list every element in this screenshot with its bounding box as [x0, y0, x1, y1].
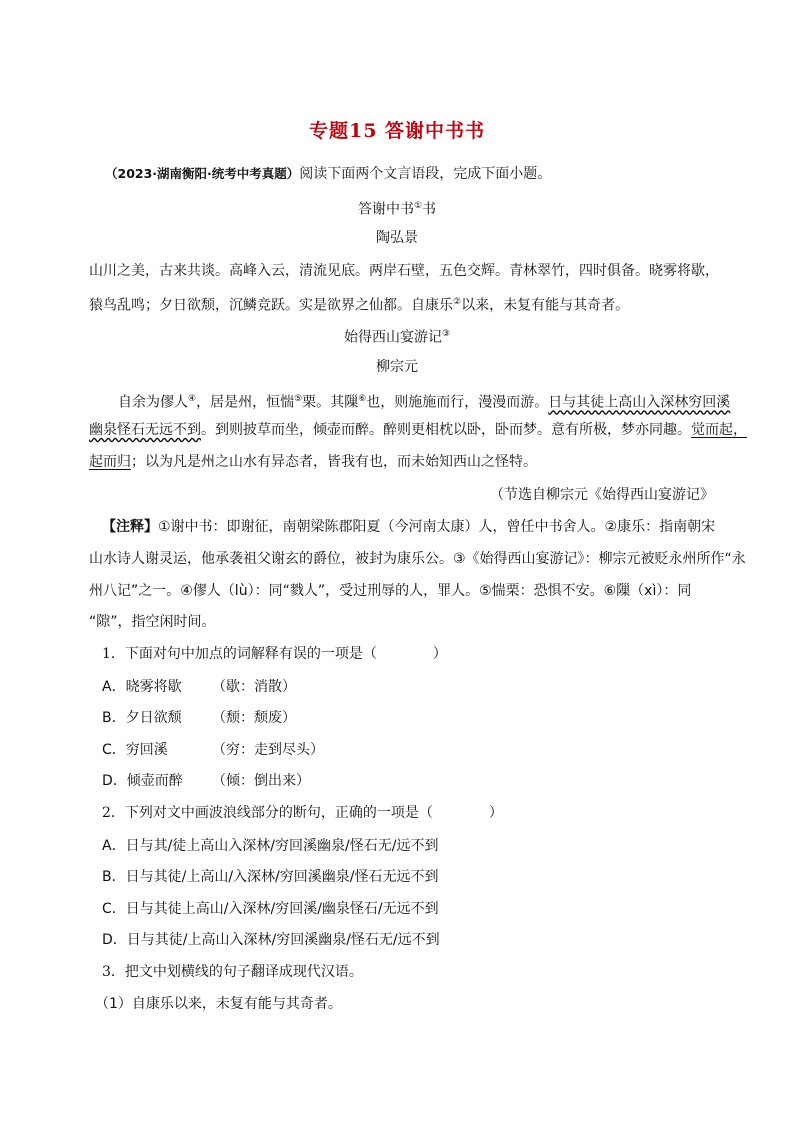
notes-line1: 【注释】①谢中书：即谢征，南朝梁陈郡阳夏（今河南太康）人，曾任中书舍人。②康乐：指南朝宋 — [102, 519, 716, 535]
question1-option-d: D．倾壶而醉 （倾：倒出来） — [102, 773, 310, 789]
text1-paragraph-line1: 山川之美，古来共谈。高峰入云，清流见底。两岸石壁，五色交辉。青林翠竹，四时俱备。晓雾将歇， — [89, 263, 719, 279]
wavy-underlined-text: 日与其徒上高山入深林穷回溪 — [548, 394, 731, 411]
question3-subquestion1: （1）自康乐以来，未复有能与其奇者。 — [95, 996, 342, 1012]
text2-paragraph-line1: 自余为僇人④，居是州，恒惴⑤栗。其隟⑥也，则施施而行，漫漫而游。日与其徒上高山入深林穷回溪 — [118, 394, 731, 411]
question1-option-a: A．晓雾将歇 （歇：消散） — [102, 679, 296, 695]
question2-option-a: A．日与其/徒上高山入深林/穷回溪幽泉/怪石无/远不到 — [102, 838, 439, 854]
question1-option-c: C．穷回溪 （穷：走到尽头） — [102, 742, 324, 758]
text1-author: 陶弘景 — [376, 230, 418, 246]
underlined-sentence: 起而归 — [89, 454, 131, 470]
text2-source: （节选自柳宗元《始得西山宴游记》 — [490, 487, 714, 503]
text2-author: 柳宗元 — [376, 359, 418, 375]
text2-paragraph-line2: 幽泉怪石无远不到。到则披草而坐，倾壶而醉。醉则更相枕以卧，卧而梦。意有所极，梦亦同趣。觉而起， — [89, 422, 747, 438]
question-source: （2023·湖南衡阳·统考中考真题） — [105, 166, 300, 181]
question1-option-b: B．夕日欲颓 （颓：颓废） — [102, 710, 296, 726]
text1-title: 答谢中书①书 — [357, 201, 437, 218]
text2-title: 始得西山宴游记③ — [343, 329, 451, 346]
page-title: 专题15 答谢中书书 — [308, 120, 486, 142]
text2-paragraph-line3: 起而归；以为凡是州之山水有异态者，皆我有也，而未始知西山之怪特。 — [89, 454, 537, 470]
text1-paragraph-line2: 猿鸟乱鸣；夕日欲颓，沉鳞竞跃。实是欲界之仙都。自康乐②以来，未复有能与其奇者。 — [89, 297, 630, 314]
question2-stem: 2．下列对文中画波浪线部分的断句，正确的一项是（ ） — [102, 805, 503, 821]
question2-option-c: C．日与其徒上高山/入深林/穷回溪/幽泉怪石/无远不到 — [102, 901, 439, 917]
wavy-underlined-text: 幽泉怪石无远不到 — [89, 422, 201, 438]
underlined-sentence: 觉而起， — [691, 422, 747, 438]
notes-line3: 州八记”之一。④僇人（lù）：同“戮人”，受过刑辱的人，罪人。⑤惴栗：恐惧不安。⑥隟（xì）：同 — [89, 583, 692, 599]
question-intro — [105, 164, 745, 184]
notes-line2: 山水诗人谢灵运，他承袭祖父谢玄的爵位，被封为康乐公。③《始得西山宴游记》：柳宗元被贬永州所作“永 — [89, 551, 746, 567]
question2-option-d: D．日与其徒/上高山入深林/穷回溪幽泉/怪石无/远不到 — [102, 932, 440, 948]
question1-stem: 1．下面对句中加点的词解释有误的一项是（ ） — [102, 646, 447, 662]
notes-line4: “隙”，指空闲时间。 — [89, 614, 216, 630]
notes-label: 【注释】 — [102, 519, 158, 535]
question2-option-b: B．日与其徒/上高山/入深林/穷回溪幽泉/怪石无远不到 — [102, 869, 439, 885]
question3-stem: 3．把文中划横线的句子翻译成现代汉语。 — [102, 964, 363, 980]
intro-text: 阅读下面两个文言语段，完成下面小题。 — [299, 166, 552, 182]
